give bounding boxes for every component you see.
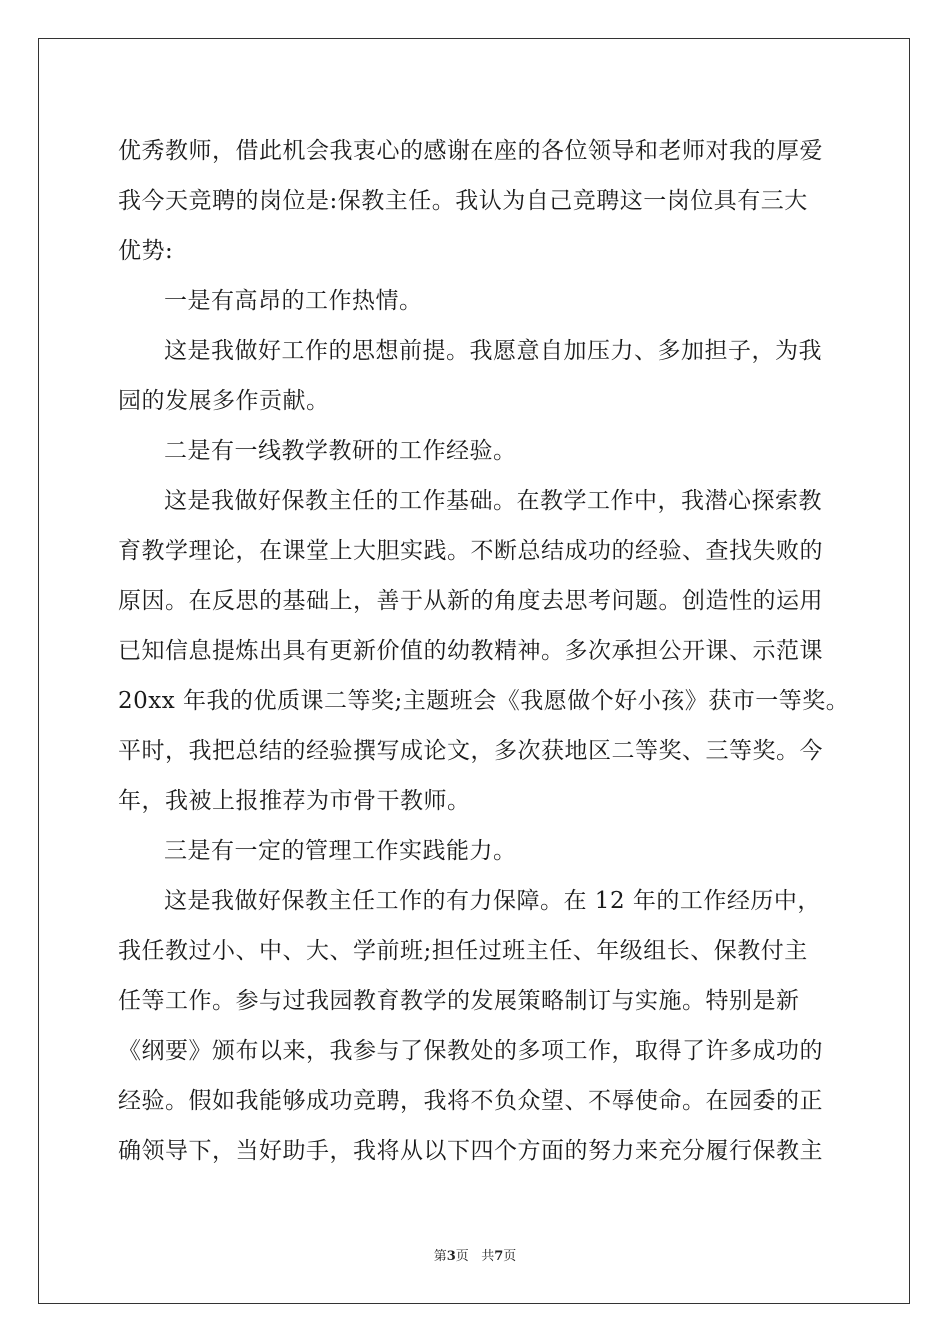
- footer-total-suffix: 页: [503, 1249, 517, 1264]
- text-line: 园的发展多作贡献。: [118, 388, 330, 414]
- text-line: 确领导下，当好助手，我将从以下四个方面的努力来充分履行保教主: [118, 1138, 823, 1164]
- text-line: 二是有一线教学教研的工作经验。: [164, 438, 517, 464]
- text-line: 这是我做好工作的思想前提。我愿意自加压力、多加担子，为我: [164, 338, 822, 364]
- text-line: 经验。假如我能够成功竞聘，我将不负众望、不辱使命。在园委的正: [118, 1088, 823, 1114]
- text-line: 原因。在反思的基础上，善于从新的角度去思考问题。创造性的运用: [118, 588, 823, 614]
- text-line: 这是我做好保教主任的工作基础。在教学工作中，我潜心探索教: [164, 488, 822, 514]
- text-line: 年，我被上报推荐为市骨干教师。: [118, 788, 471, 814]
- text-line: 20xx 年我的优质课二等奖;主题班会《我愿做个好小孩》获市一等奖。: [118, 688, 850, 714]
- text-line: 《纲要》颁布以来，我参与了保教处的多项工作，取得了许多成功的: [118, 1038, 823, 1064]
- footer-total-prefix: 共: [481, 1249, 495, 1264]
- footer-total-pages: 7: [494, 1249, 504, 1264]
- text-line: 一是有高昂的工作热情。: [164, 288, 423, 314]
- text-line: 任等工作。参与过我园教育教学的发展策略制订与实施。特别是新: [118, 988, 800, 1014]
- text-line: 平时，我把总结的经验撰写成论文，多次获地区二等奖、三等奖。今: [118, 738, 823, 764]
- text-line: 这是我做好保教主任工作的有力保障。在 12 年的工作经历中，: [164, 888, 821, 914]
- footer-page-suffix: 页: [455, 1249, 469, 1264]
- text-line: 我今天竞聘的岗位是:保教主任。我认为自己竞聘这一岗位具有三大: [118, 188, 808, 214]
- page-footer: [0, 1245, 950, 1264]
- text-line: 优势:: [118, 238, 174, 264]
- text-line: 三是有一定的管理工作实践能力。: [164, 838, 517, 864]
- text-line: 已知信息提炼出具有更新价值的幼教精神。多次承担公开课、示范课: [118, 638, 823, 664]
- text-line: 优秀教师，借此机会我衷心的感谢在座的各位领导和老师对我的厚爱: [118, 138, 823, 164]
- text-line: 育教学理论，在课堂上大胆实践。不断总结成功的经验、查找失败的: [118, 538, 823, 564]
- footer-page-prefix: 第: [433, 1249, 447, 1264]
- footer-page-number: 3: [446, 1249, 456, 1264]
- document-body: [118, 126, 850, 1176]
- text-line: 我任教过小、中、大、学前班;担任过班主任、年级组长、保教付主: [118, 938, 808, 964]
